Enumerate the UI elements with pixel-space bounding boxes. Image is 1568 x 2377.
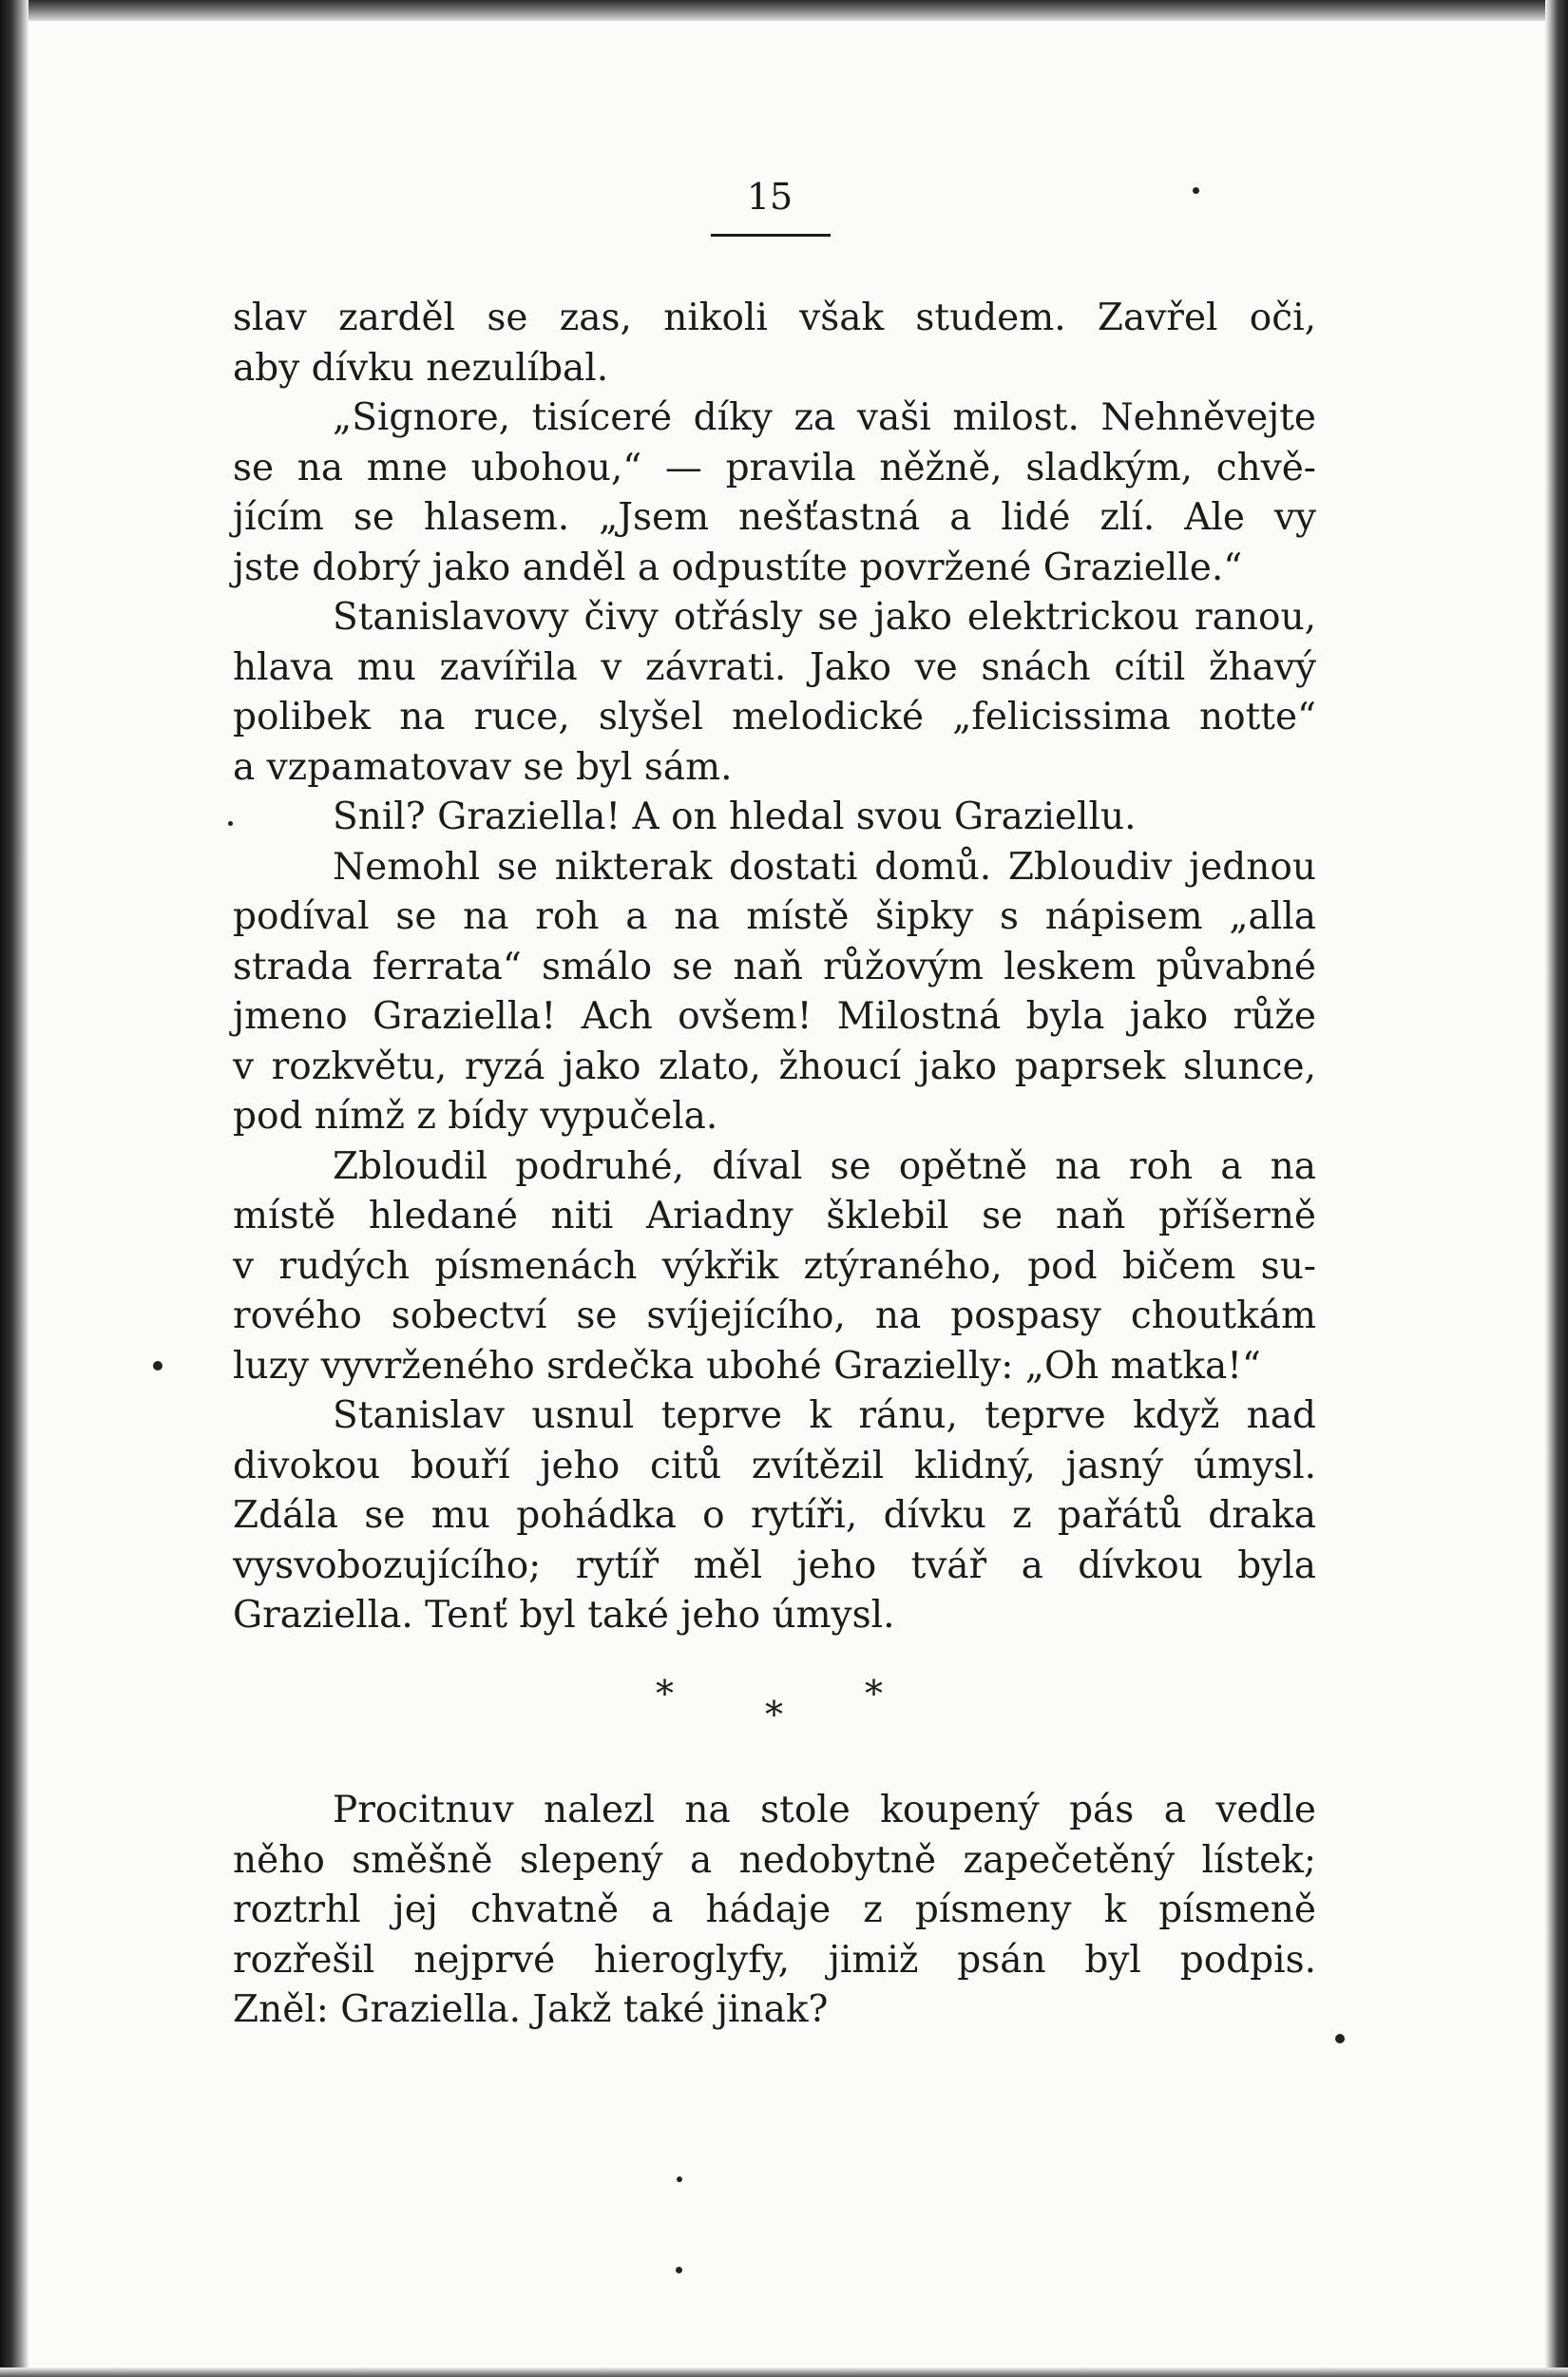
- text-line: a vzpamatovav se byl sám.: [233, 745, 733, 789]
- text-line: Stanislavovy čivy otřásly se jako elektrickou ranou,: [333, 596, 1316, 639]
- text-line: Graziella. Tenť byl také jeho úmysl.: [233, 1594, 895, 1637]
- scan-edge-left: [0, 0, 29, 2377]
- text-line: vysvobozujícího; rytíř měl jeho tvář a dívkou byla: [233, 1543, 1316, 1587]
- scan-speck: [153, 1361, 163, 1371]
- scan-edge-right: [1545, 0, 1568, 2377]
- scan-speck: [676, 2267, 682, 2273]
- text-line: „Signore, tisíceré díky za vaši milost. Nehněvejte: [333, 396, 1316, 439]
- text-line: v rozkvětu, ryzá jako zlato, žhoucí jako paprsek slunce,: [233, 1045, 1316, 1088]
- text-line: slav zarděl se zas, nikoli však studem. Zavřel oči,: [233, 297, 1316, 339]
- text-line: rového sobectví se svíjejícího, na pospasy choutkám: [233, 1294, 1316, 1337]
- text-line: Stanislav usnul teprve k ránu, teprve když nad: [333, 1394, 1316, 1437]
- text-line: v rudých písmenách výkřik ztýraného, pod bičem su-: [233, 1244, 1316, 1288]
- text-line: hlava mu zavířila v závrati. Jako ve snách cítil žhavý: [233, 645, 1316, 689]
- text-line: rozřešil nejprvé hieroglyfy, jimiž psán byl podpis.: [233, 1938, 1316, 1982]
- text-line: luzy vyvrženého srdečka ubohé Grazielly: „Oh matka!“: [233, 1344, 1261, 1388]
- asterisk-middle: *: [765, 1694, 783, 1735]
- text-line: se na mne ubohou,“ — pravila něžně, sladkým, chvě-: [233, 446, 1316, 489]
- section-separator: [646, 1668, 922, 1744]
- text-line: Zněl: Graziella. Jakž také jinak?: [233, 1988, 829, 2031]
- text-line: Procitnuv nalezl na stole koupený pás a vedle: [333, 1789, 1316, 1831]
- text-line: aby dívku nezulíbal.: [233, 346, 609, 390]
- asterisk-left: *: [656, 1673, 674, 1715]
- text-line: podíval se na roh a na místě šipky s nápisem „alla: [233, 895, 1316, 938]
- paragraph-block-final: [233, 1786, 1316, 2036]
- scan-speck: [228, 821, 233, 826]
- text-line: roztrhl jej chvatně a hádaje z písmeny k písmeně: [233, 1888, 1316, 1931]
- scan-speck: [1335, 2034, 1345, 2043]
- text-line: jmeno Graziella! Ach ovšem! Milostná byla jako růže: [233, 995, 1316, 1038]
- text-line: divokou bouří jeho citů zvítězil klidný, jasný úmysl.: [233, 1444, 1316, 1487]
- asterisk-right: *: [865, 1673, 883, 1715]
- scan-edge-top: [0, 0, 1568, 21]
- text-line: místě hledané niti Ariadny šklebil se naň příšerně: [233, 1195, 1316, 1237]
- paragraph-block-main: [233, 294, 1316, 1641]
- text-line: strada ferrata“ smálo se naň růžovým leskem půvabné: [233, 945, 1316, 988]
- scan-speck: [677, 2176, 682, 2182]
- text-line: Snil? Graziella! A on hledal svou Graziellu.: [333, 796, 1137, 838]
- text-line: něho směšně slepený a nedobytně zapečetěný lístek;: [233, 1838, 1316, 1882]
- text-line: jste dobrý jako anděl a odpustíte povržené Grazielle.“: [233, 546, 1243, 589]
- text-line: Nemohl se nikterak dostati domů. Zbloudiv jednou: [333, 845, 1316, 889]
- text-line: jícím se hlasem. „Jsem nešťastná a lidé zlí. Ale vy: [233, 496, 1316, 539]
- text-line: polibek na ruce, slyšel melodické „felicissima notte“: [233, 696, 1316, 738]
- text-line: pod nímž z bídy vypučela.: [233, 1095, 718, 1138]
- text-line: Zdála se mu pohádka o rytíři, dívku z pařátů draka: [233, 1494, 1316, 1537]
- scan-edge-bottom: [0, 2367, 1568, 2377]
- scan-speck: [1193, 187, 1199, 194]
- page-number-rule: [711, 234, 831, 237]
- text-line: Zbloudil podruhé, díval se opětně na roh a na: [333, 1144, 1316, 1188]
- page-number: 15: [746, 176, 794, 218]
